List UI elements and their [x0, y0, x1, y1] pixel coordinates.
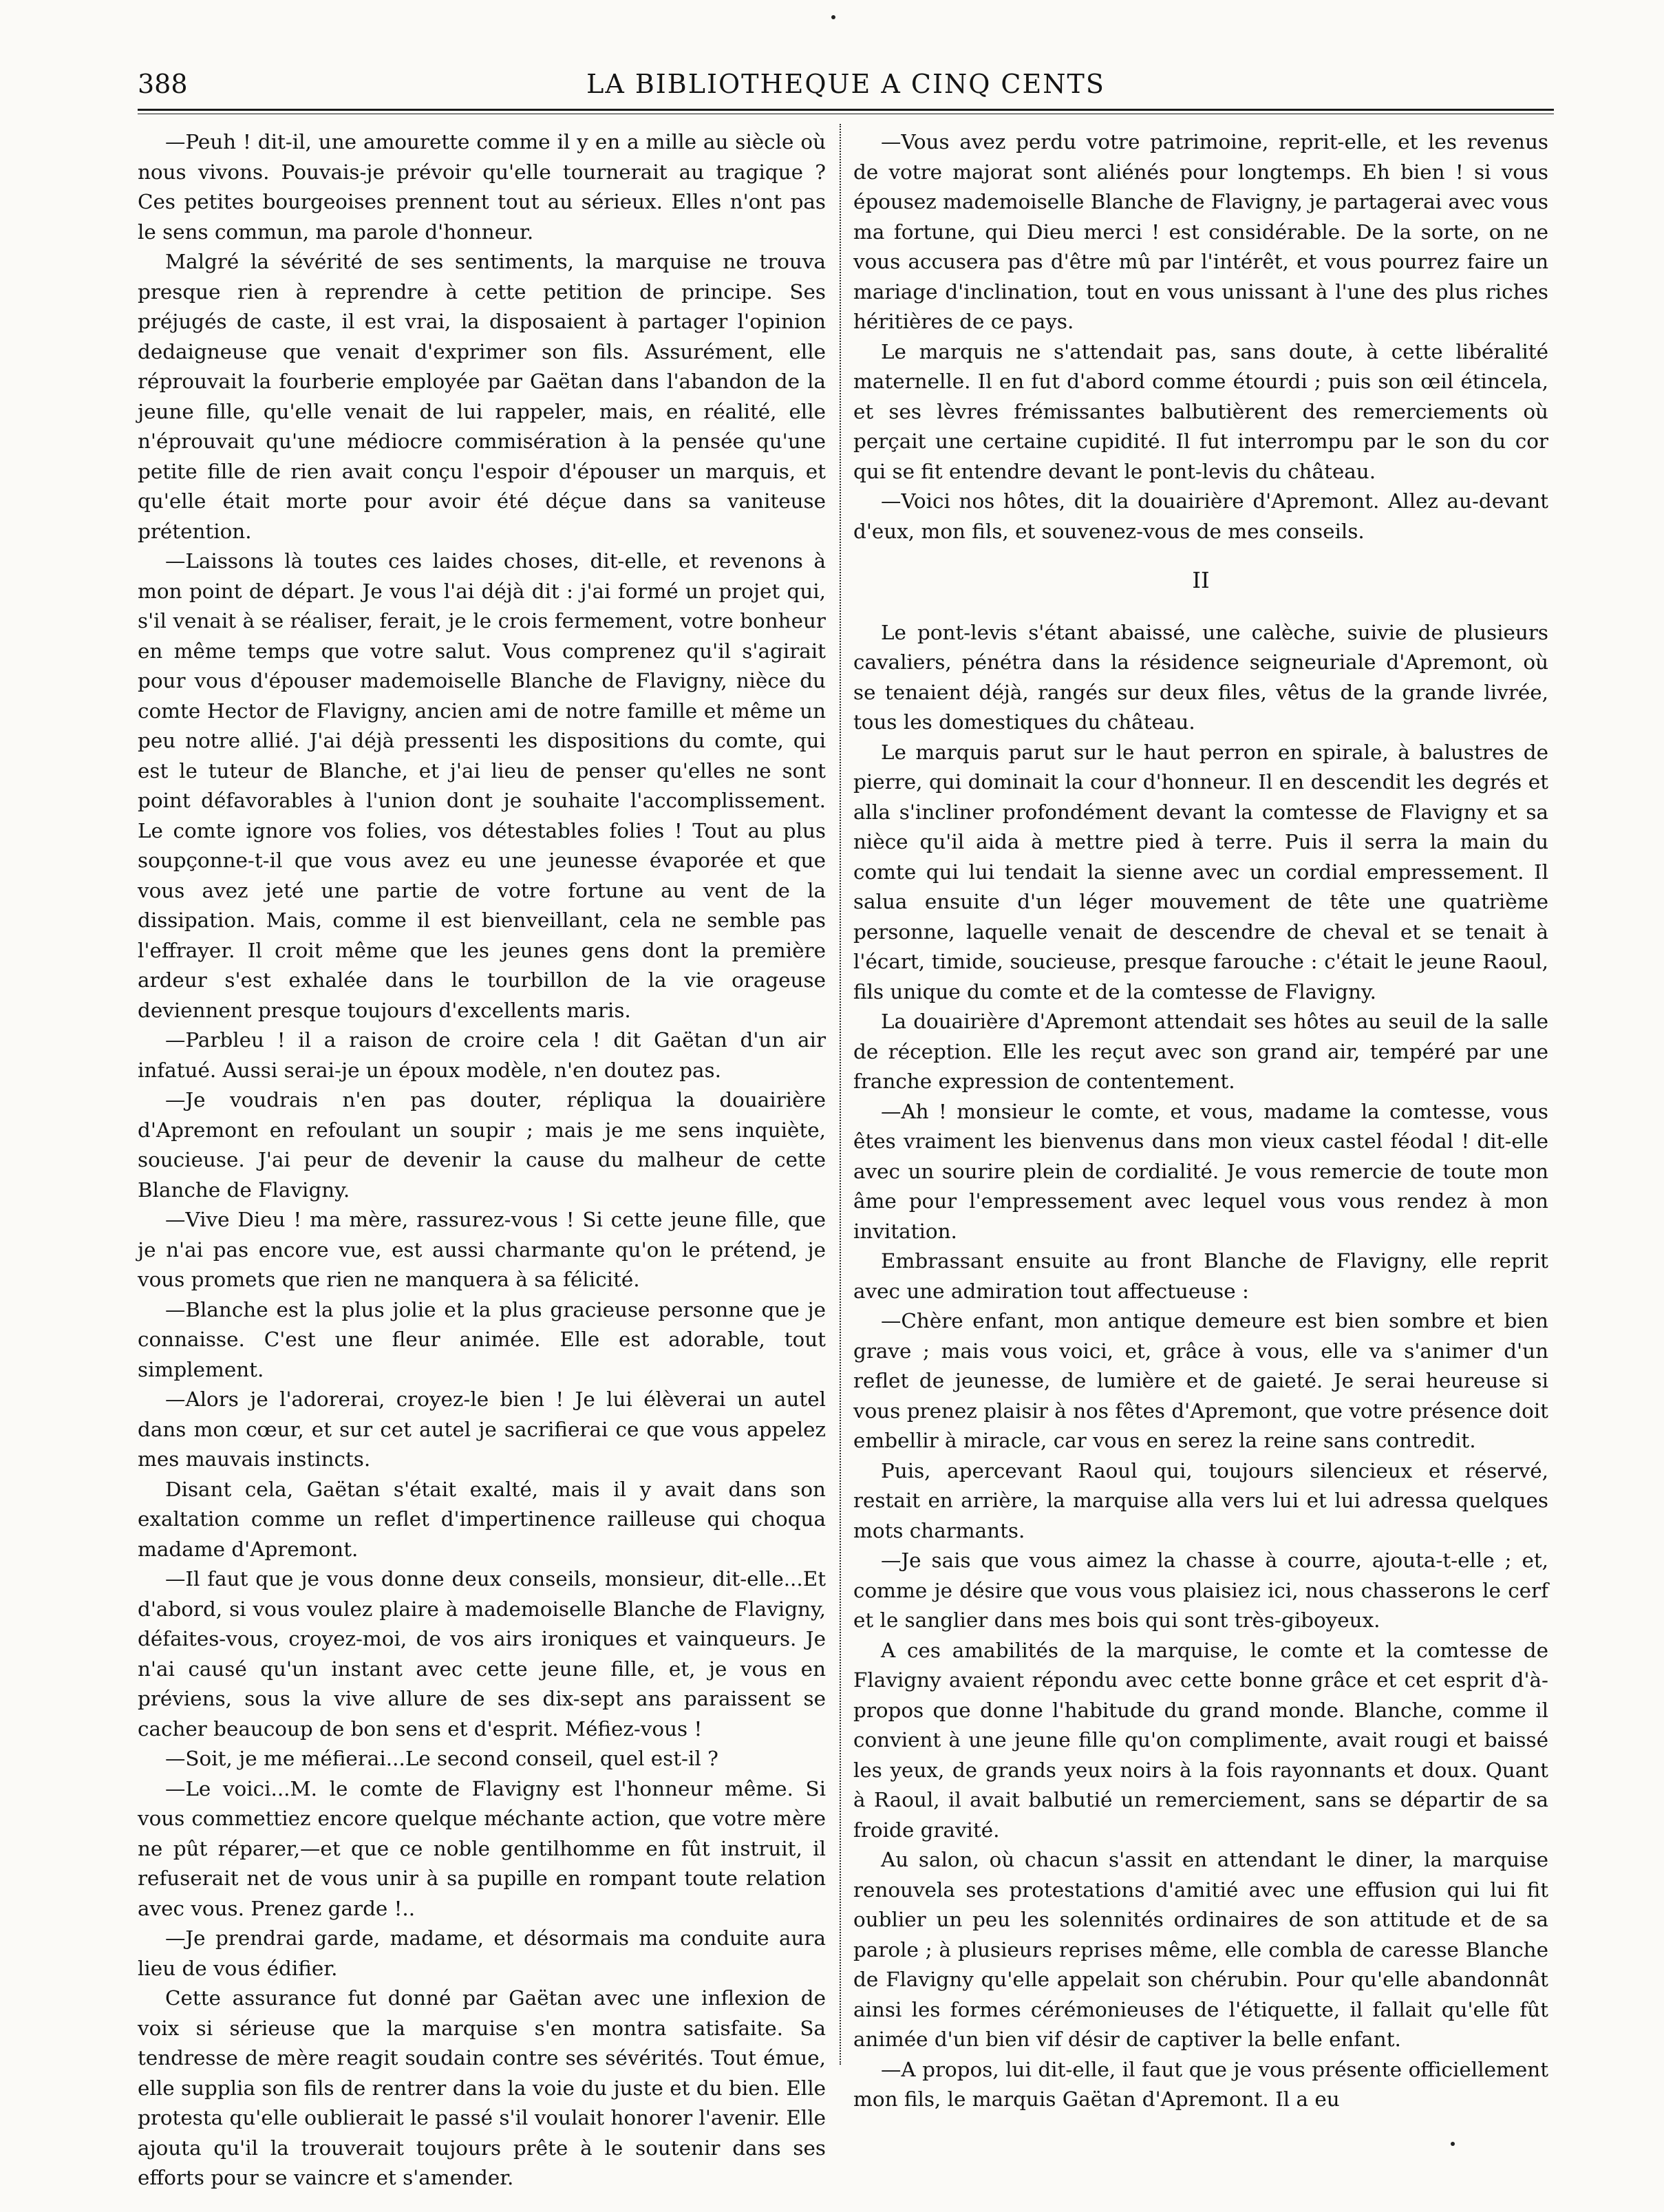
paragraph: —A propos, lui dit-elle, il faut que je vous présente officiellement mon fils, le marquis Gaëtan d'Apremont. Il a eu — [853, 2057, 1548, 2111]
paragraph: Le marquis parut sur le haut perron en spirale, à balustres de pierre, qui dominait la cour d'honneur. Il en descendit les degrés et alla s'incliner profondément devant la comtesse de Flavigny et sa nièce qu'il aida à mettre pied à terre. Puis il serra la main du comte qui lui tendait la sienne avec un cordial empressement. Il salua ensuite d'un léger mouvement de tête une quatrième personne, laquelle venait de descendre de cheval et se tenait à l'écart, timide, soucieuse, presque farouche : c'était le jeune Raoul, fils unique du comte et de la comtesse de Flavigny. — [853, 740, 1548, 1003]
paragraph: —Vous avez perdu votre patrimoine, reprit-elle, et les revenus de votre majorat sont aliénés pour longtemps. Eh bien ! si vous épousez mademoiselle Blanche de Flavigny, je partagerai avec vous ma fortune, qui Dieu merci ! est considérable. De la sorte, on ne vous accusera pas d'être mû par l'intérêt, et vous pourrez faire un mariage d'inclination, tout en vous unissant à l'une des plus riches héritières de ce pays. — [853, 130, 1549, 333]
column-divider — [840, 124, 841, 2065]
paragraph: Le pont-levis s'étant abaissé, une calèche, suivie de plusieurs cavaliers, pénétra dans la résidence seigneuriale d'Apremont, où se tenaient déjà, rangés sur deux files, vêtus de la grande livrée, tous les domestiques du château. — [853, 620, 1548, 734]
section-heading: II — [1192, 567, 1210, 593]
paragraph: —Le voici...M. le comte de Flavigny est l'honneur même. Si vous commettiez encore quelque méchante action, que votre mère ne pût réparer,—et que ce noble gentilhomme en fût instruit, il refuserait net de vous unir à sa pupille en rompant toute relation avec vous. Prenez garde !.. — [138, 1776, 826, 1920]
print-speck — [1451, 2142, 1455, 2146]
paragraph: Puis, apercevant Raoul qui, toujours silencieux et réservé, restait en arrière, la marquise alla vers lui et lui adressa quelques mots charmants. — [853, 1458, 1548, 1542]
paragraph: Malgré la sévérité de ses sentiments, la marquise ne trouva presque rien à reprendre à cette petition de principe. Ses préjugés de caste, il est vrai, la disposaient à partager l'opinion dedaigneuse que venait d'exprimer son fils. Assurément, elle réprouvait la fourberie employée par Gaëtan dans l'abandon de la jeune fille, qu'elle venait de lui rappeler, mais, en réalité, elle n'éprouvait qu'une médiocre commisération à la pensée qu'une petite fille de rien avait conçu l'espoir d'épouser un marquis, et qu'elle était morte pour avoir été déçue dans sa vaniteuse prétention. — [138, 250, 826, 543]
paragraph: Disant cela, Gaëtan s'était exalté, mais il y avait dans son exaltation comme un reflet d'impertinence railleuse qui choqua madame d'Apremont. — [138, 1477, 826, 1561]
paragraph: —Laissons là toutes ces laides choses, dit-elle, et revenons à mon point de départ. Je vous l'ai déjà dit : j'ai formé un projet qui, s'il venait à se réaliser, ferait, je le crois fermement, votre bonheur en même temps que votre salut. Vous comprenez qu'il s'agirait pour vous d'épouser mademoiselle Blanche de Flavigny, nièce du comte Hector de Flavigny, ancien ami de notre famille et même un peu notre allié. J'ai déjà pressenti les dispositions du comte, qui est le tuteur de Blanche, et j'ai lieu de penser qu'elles ne sont point défavorables à l'union dont je souhaite l'accomplissement. Le comte ignore vos folies, vos détestables folies ! Tout au plus soupçonne-t-il que vous avez eu une jeunesse évaporée et que vous avez jeté une partie de votre fortune au vent de la dissipation. Mais, comme il est bienveillant, cela ne semble pas l'effrayer. Il croit même que les jeunes gens dont la première ardeur s'est exhalée dans le tourbillon de la vie orageuse deviennent presque toujours d'excellents maris. — [138, 549, 826, 1022]
print-speck — [831, 15, 835, 19]
paragraph: —Soit, je me méfierai...Le second conseil, quel est-il ? — [165, 1747, 718, 1770]
paragraph: —Vive Dieu ! ma mère, rassurez-vous ! Si cette jeune fille, que je n'ai pas encore vue, est aussi charmante qu'on le prétend, je vous promets que rien ne manquera à sa félicité. — [138, 1208, 826, 1291]
paragraph: —Chère enfant, mon antique demeure est bien sombre et bien grave ; mais vous voici, et, grâce à vous, elle va s'animer d'un reflet de jeunesse, de lumière et de gaieté. Je serai heureuse si vous prenez plaisir à nos fêtes d'Apremont, que votre présence doit embellir à miracle, car vous en serez la reine sans contredit. — [853, 1309, 1548, 1452]
right-column — [853, 127, 1548, 2115]
paragraph: —Peuh ! dit-il, une amourette comme il y en a mille au siècle où nous vivons. Pouvais-je prévoir qu'elle tournerait au tragique ? Ces petites bourgeoises prennent tout au sérieux. Elles n'ont pas le sens commun, ma parole d'honneur. — [138, 130, 826, 244]
paragraph: —Alors je l'adorerai, croyez-le bien ! Je lui élèverai un autel dans mon cœur, et sur cet autel je sacrifierai ce que vous appelez mes mauvais instincts. — [138, 1387, 826, 1471]
paragraph: —Il faut que je vous donne deux conseils, monsieur, dit-elle...Et d'abord, si vous voulez plaire à mademoiselle Blanche de Flavigny, défaites-vous, croyez-moi, de vos airs ironiques et vainqueurs. Je n'ai causé qu'un instant avec cette jeune fille, et, je vous en préviens, sous la vive allure de ses dix-sept ans paraissent se cacher beaucoup de bon sens et d'esprit. Méfiez-vous ! — [138, 1567, 826, 1741]
left-column — [138, 127, 826, 2193]
paragraph: La douairière d'Apremont attendait ses hôtes au seuil de la salle de réception. Elle les reçut avec son grand air, tempéré par une franche expression de contentement. — [853, 1010, 1548, 1093]
paragraph: Embrassant ensuite au front Blanche de Flavigny, elle reprit avec une admiration tout affectueuse : — [853, 1249, 1548, 1303]
paragraph: —Je prendrai garde, madame, et désormais ma conduite aura lieu de vous édifier. — [138, 1926, 826, 1980]
header-rule — [138, 109, 1554, 111]
paragraph: Le marquis ne s'attendait pas, sans doute, à cette libéralité maternelle. Il en fut d'abord comme étourdi ; puis son œil étincela, et ses lèvres frémissantes balbutièrent des remerciements où perçait une certaine cupidité. Il fut interrompu par le son du cor qui se fit entendre devant le pont-levis du château. — [853, 339, 1548, 483]
page-number: 388 — [138, 69, 188, 99]
paragraph: Au salon, où chacun s'assit en attendant le diner, la marquise renouvela ses protestations d'amitié avec une effusion qui lui fit oublier un peu les solennités ordinaires de son attitude et de sa parole ; à plusieurs reprises même, elle combla de caresse Blanche de Flavigny qu'elle appelait son chérubin. Pour qu'elle abandonnât ainsi les formes cérémonieuses de l'étiquette, il fallait qu'elle fût animée d'un bien vif désir de captiver la belle enfant. — [853, 1848, 1548, 2051]
paragraph: Cette assurance fut donné par Gaëtan avec une inflexion de voix si sérieuse que la marquise s'en montra satisfaite. Sa tendresse de mère reagit soudain contre ses sévérités. Tout émue, elle supplia son fils de rentrer dans la voie du juste et du bien. Elle protesta qu'elle oublierait le passé s'il voulait honorer l'avenir. Elle ajouta qu'il la trouverait toujours prête à le soutenir dans ses efforts pour se vaincre et s'amender. — [138, 1986, 826, 2189]
paragraph: A ces amabilités de la marquise, le comte et la comtesse de Flavigny avaient répondu avec cette bonne grâce et cet esprit d'à-propos que donne l'habitude du grand monde. Blanche, comme il convient à une jeune fille qu'on complimente, avait rougi et baissé les yeux, de grands yeux noirs à la fois rayonnants et doux. Quant à Raoul, il avait balbutié un remerciement, sans se départir de sa froide gravité. — [853, 1638, 1548, 1842]
paragraph: —Parbleu ! il a raison de croire cela ! dit Gaëtan d'un air infatué. Aussi serai-je un époux modèle, n'en doutez pas. — [138, 1028, 826, 1082]
paragraph: —Je voudrais n'en pas douter, répliqua la douairière d'Apremont en refoulant un soupir ; mais je me sens inquiète, soucieuse. J'ai peur de devenir la cause du malheur de cette Blanche de Flavigny. — [138, 1088, 826, 1202]
paragraph: —Ah ! monsieur le comte, et vous, madame la comtesse, vous êtes vraiment les bienvenus dans mon vieux castel féodal ! dit-elle avec un sourire plein de cordialité. Je vous remercie de toute mon âme pour l'empressement avec lequel vous vous rendez à mon invitation. — [853, 1099, 1548, 1243]
paragraph: —Je sais que vous aimez la chasse à courre, ajouta-t-elle ; et, comme je désire que vous vous plaisiez ici, nous chasserons le cerf et le sanglier dans mes bois qui sont très-giboyeux. — [853, 1549, 1548, 1632]
paragraph: —Blanche est la plus jolie et la plus gracieuse personne que je connaisse. C'est une fleur animée. Elle est adorable, tout simplement. — [138, 1297, 826, 1381]
page-header — [138, 69, 1554, 110]
running-title: LA BIBLIOTHEQUE A CINQ CENTS — [586, 69, 1105, 99]
paragraph: —Voici nos hôtes, dit la douairière d'Apremont. Allez au-devant d'eux, mon fils, et souvenez-vous de mes conseils. — [853, 489, 1548, 543]
